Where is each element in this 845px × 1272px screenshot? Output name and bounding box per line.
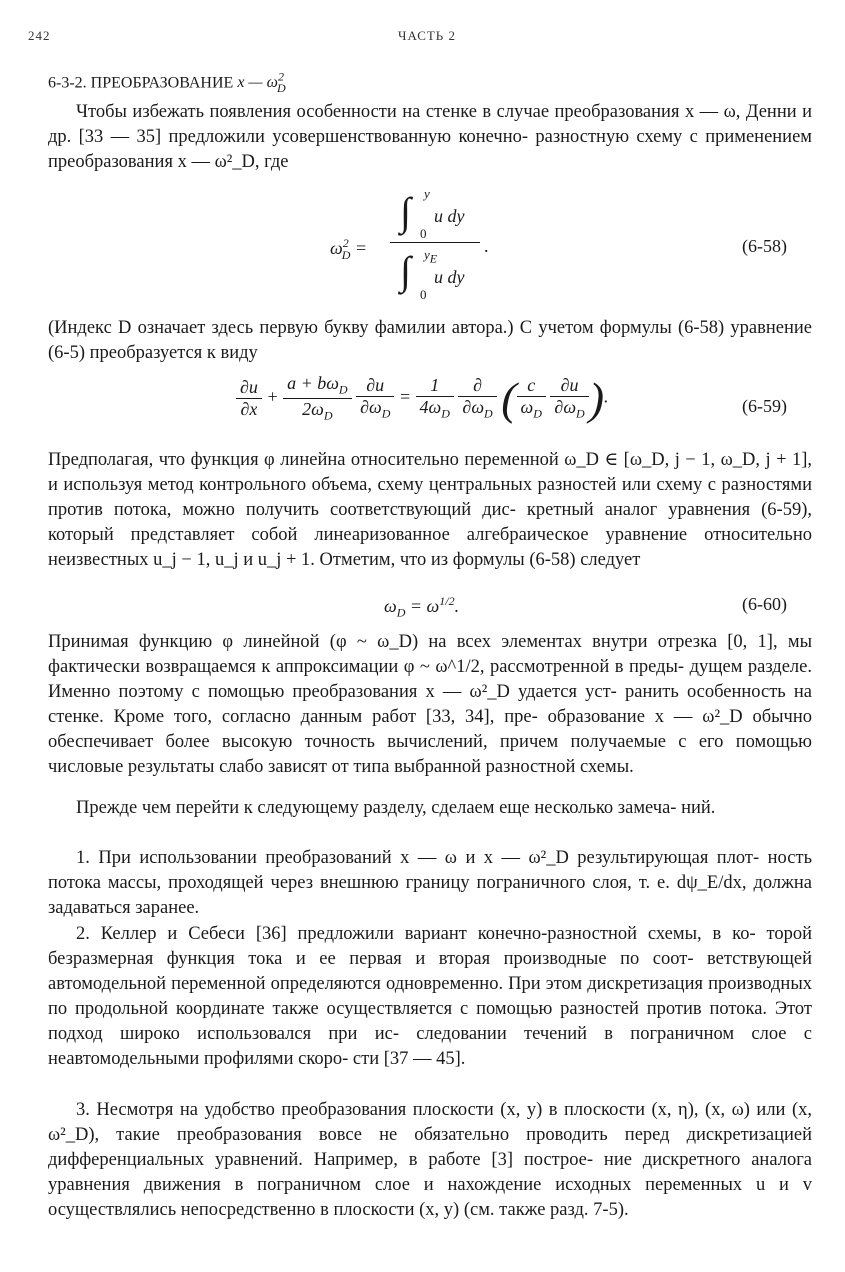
p3-line-2: ω_D, j + 1], и используя метод контрольного объема, схему центральных разностей xyxy=(48,450,813,495)
p4-line-3: дущем разделе. Именно поэтому с помощью преобразования x — ω²_D удается уст- xyxy=(48,657,813,702)
p7-line-5: помощью разностей против потока. Этот подход широко использовался при ис- xyxy=(48,999,813,1044)
paragraph-7 xyxy=(48,922,812,1072)
running-head: ЧАСТЬ 2 xyxy=(398,28,457,43)
p4-line-4: ранить особенность на стенке. Кроме того, согласно данным работ [33, 34], пре- xyxy=(48,682,813,727)
p6-line-2: ность потока массы, проходящей через внешнюю границу пограничного слоя, xyxy=(48,848,813,893)
equation-6-60-number: (6-60) xyxy=(742,594,787,614)
p5-line-2: ний. xyxy=(681,798,716,818)
p1-line-1: Чтобы избежать появления особенности на стенке в случае преобразования xyxy=(76,102,680,122)
p8-line-1: 3. Несмотря на удобство преобразования плоскости (x, y) в плоскости (x, η), xyxy=(76,1100,699,1120)
p8-line-3: дискретизацией дифференциальных уравнений. Например, в работе [3] построе- xyxy=(48,1125,812,1170)
p6-line-1: 1. При использовании преобразований x — ω и x — ω²_D результирующая плот- xyxy=(76,848,760,868)
p8-line-5: исходных переменных u и v осуществлялись непосредственно в плоскости (x, y) xyxy=(48,1175,812,1220)
p6-line-3: т. е. dψ_E/dx, должна задаваться заранее. xyxy=(48,873,812,918)
equation-6-60: $\omega_D = \omega^{1/2}$. xyxy=(384,594,460,620)
equation-6-58: $\omega^2_D$ = ∫ y u dy 0 ∫ $y_E$ u dy 0 . xyxy=(330,186,489,302)
p8-line-4: ние дискретного аналога уравнения движения в пограничном слое и нахождение xyxy=(48,1150,812,1195)
equation-6-59: $\frac{\partial u}{\partial x}$ + $\frac{a + b\omega_D}{2\omega_D}$ $\frac{\partial u}{\partial\omega_D}$ = $\frac{1}{4\omega_D}$ $\frac{\partial}{\partial\omega_D}$ ( $\frac{c}{\omega_D}$ $\frac{\partial u}{\partial\omega_D}$ ). xyxy=(236,372,609,425)
p8-line-2: (x, ω) или (x, ω²_D), такие преобразования вовсе не обязательно проводить перед xyxy=(48,1100,813,1145)
p3-line-3: или схему с разностями против потока, можно получить соответствующий дис- xyxy=(48,475,812,520)
p3-line-5: алгебраическое уравнение относительно неизвестных u_j − 1, u_j и u_j + 1. Отметим, xyxy=(48,525,812,570)
section-title-text: 6-3-2. ПРЕОБРАЗОВАНИЕ xyxy=(48,74,234,92)
p2-line-2: (6-58) уравнение (6-5) преобразуется к виду xyxy=(48,318,812,363)
p7-line-7: сти [37 — 45]. xyxy=(352,1049,466,1069)
p3-line-6: что из формулы (6-58) следует xyxy=(399,550,641,570)
paragraph-8 xyxy=(48,1098,812,1223)
paragraph-5 xyxy=(48,796,812,821)
section-title xyxy=(48,70,286,96)
paragraph-2 xyxy=(48,316,812,366)
p1-line-2: x — ω, Денни и др. [33 — 35] предложили усовершенствованную конечно- xyxy=(48,102,812,147)
page-number: 242 xyxy=(28,28,51,43)
p3-line-4: кретный аналог уравнения (6-59), который представляет собой линеаризованное xyxy=(48,500,812,545)
p4-line-2: мы фактически возвращаемся к аппроксимации φ ~ ω^1/2, рассмотренной в преды- xyxy=(48,632,813,677)
p7-line-1: 2. Келлер и Себеси [36] предложили вариант конечно-разностной схемы, в ко- xyxy=(76,924,756,944)
p4-line-6: причем получаемые с его помощью числовые результаты слабо зависят от типа xyxy=(48,732,813,777)
p4-line-1: Принимая функцию φ линейной (φ ~ ω_D) на всех элементах внутри отрезка [0, 1], xyxy=(48,632,778,652)
p3-line-1: Предполагая, что функция φ линейна относительно переменной ω_D ∈ [ω_D, j − 1, xyxy=(48,450,716,470)
p7-line-2: торой безразмерная функция тока и ее первая и вторая производные по соот- xyxy=(48,924,812,969)
p7-line-3: ветствующей автомодельной переменной определяются одновременно. При этом xyxy=(48,949,813,994)
p8-line-6: (см. также разд. 7-5). xyxy=(463,1200,629,1220)
p1-line-3: разностную схему с применением преобразования x — ω²_D, где xyxy=(48,127,812,172)
p7-line-4: дискретизация производных по продольной координате также осуществляется с xyxy=(48,974,812,1019)
equation-6-58-number: (6-58) xyxy=(742,236,787,256)
p4-line-5: образование x — ω²_D обычно обеспечивает более высокую точность вычислений, xyxy=(48,707,813,752)
paragraph-4 xyxy=(48,630,812,780)
p5-line-1: Прежде чем перейти к следующему разделу, сделаем еще несколько замеча- xyxy=(76,798,677,818)
section-title-math: x — $\omega^2_D$ xyxy=(237,70,286,95)
paragraph-6 xyxy=(48,846,812,921)
p4-line-7: выбранной разностной схемы. xyxy=(394,757,634,777)
p2-line-1: (Индекс D означает здесь первую букву фамилии автора.) С учетом формулы xyxy=(48,318,672,338)
paragraph-1 xyxy=(48,100,812,175)
paragraph-3 xyxy=(48,448,812,573)
p7-line-6: следовании течений в пограничном слое с неавтомодельными профилями скоро- xyxy=(48,1024,812,1069)
equation-6-59-number: (6-59) xyxy=(742,396,787,416)
